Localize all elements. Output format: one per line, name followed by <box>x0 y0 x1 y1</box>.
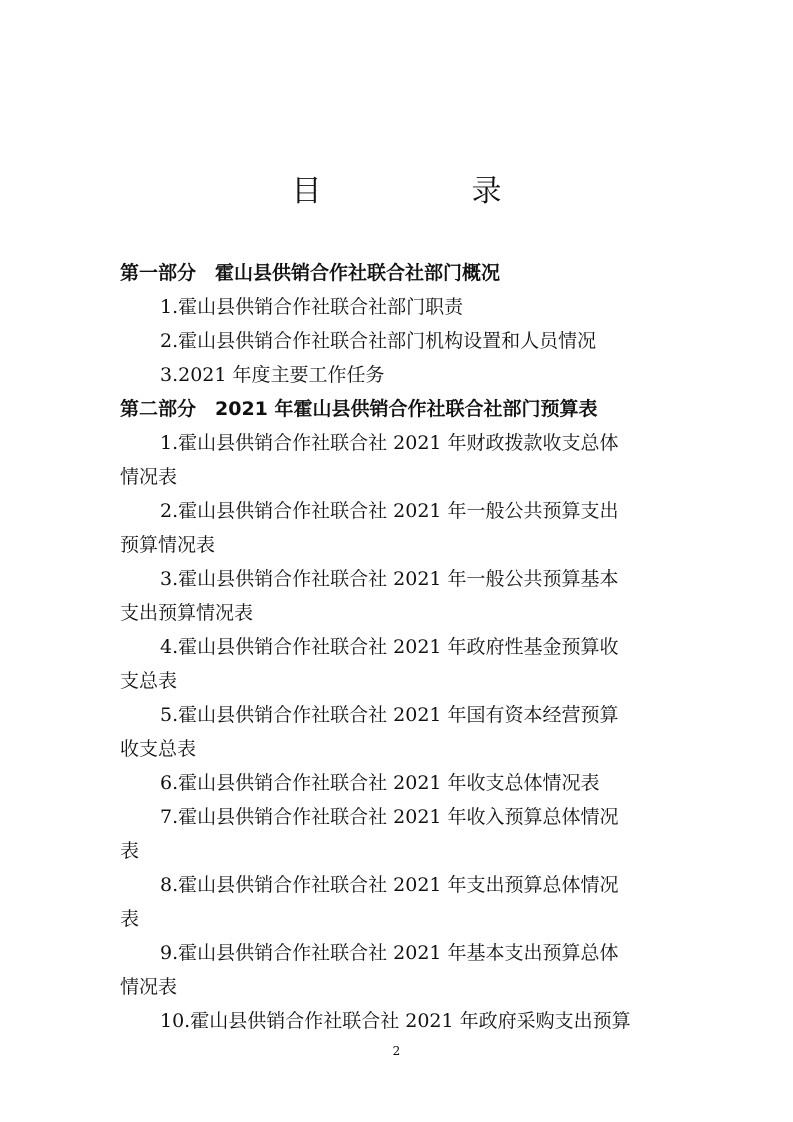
toc-entry-continuation: 情况表 <box>120 466 178 488</box>
toc-entry-continuation: 预算情况表 <box>120 534 216 556</box>
toc-entry: 7.霍山县供销合作社联合社 2021 年收入预算总体情况 <box>160 806 619 828</box>
toc-entry: 5.霍山县供销合作社联合社 2021 年国有资本经营预算 <box>160 704 619 726</box>
page-number: 2 <box>392 1044 401 1058</box>
toc-entry: 6.霍山县供销合作社联合社 2021 年收支总体情况表 <box>160 772 600 794</box>
toc-entry-continuation: 支总表 <box>120 670 178 692</box>
page-title: 目 录 <box>291 174 562 209</box>
toc-part-heading: 第一部分 霍山县供销合作社联合社部门概况 <box>120 262 501 284</box>
toc-entry: 2.霍山县供销合作社联合社 2021 年一般公共预算支出 <box>160 500 619 522</box>
toc-entry-continuation: 支出预算情况表 <box>120 602 254 624</box>
toc-entry-continuation: 情况表 <box>120 976 178 998</box>
toc-entry-continuation: 表 <box>120 840 140 862</box>
toc-entry: 2.霍山县供销合作社联合社部门机构设置和人员情况 <box>160 330 597 352</box>
toc-entry: 1.霍山县供销合作社联合社部门职责 <box>160 296 464 318</box>
toc-entry-continuation: 表 <box>120 908 140 930</box>
toc-entry: 3.2021 年度主要工作任务 <box>160 364 385 386</box>
toc-part-heading: 第二部分 2021 年霍山县供销合作社联合社部门预算表 <box>120 398 598 420</box>
toc-entry: 4.霍山县供销合作社联合社 2021 年政府性基金预算收 <box>160 636 619 658</box>
table-of-contents <box>120 256 680 1038</box>
toc-entry: 1.霍山县供销合作社联合社 2021 年财政拨款收支总体 <box>160 432 619 454</box>
toc-entry: 3.霍山县供销合作社联合社 2021 年一般公共预算基本 <box>160 568 619 590</box>
toc-entry: 9.霍山县供销合作社联合社 2021 年基本支出预算总体 <box>160 942 619 964</box>
toc-entry-continuation: 收支总表 <box>120 738 197 760</box>
toc-entry: 8.霍山县供销合作社联合社 2021 年支出预算总体情况 <box>160 874 619 896</box>
toc-entry: 10.霍山县供销合作社联合社 2021 年政府采购支出预算 <box>160 1010 631 1032</box>
